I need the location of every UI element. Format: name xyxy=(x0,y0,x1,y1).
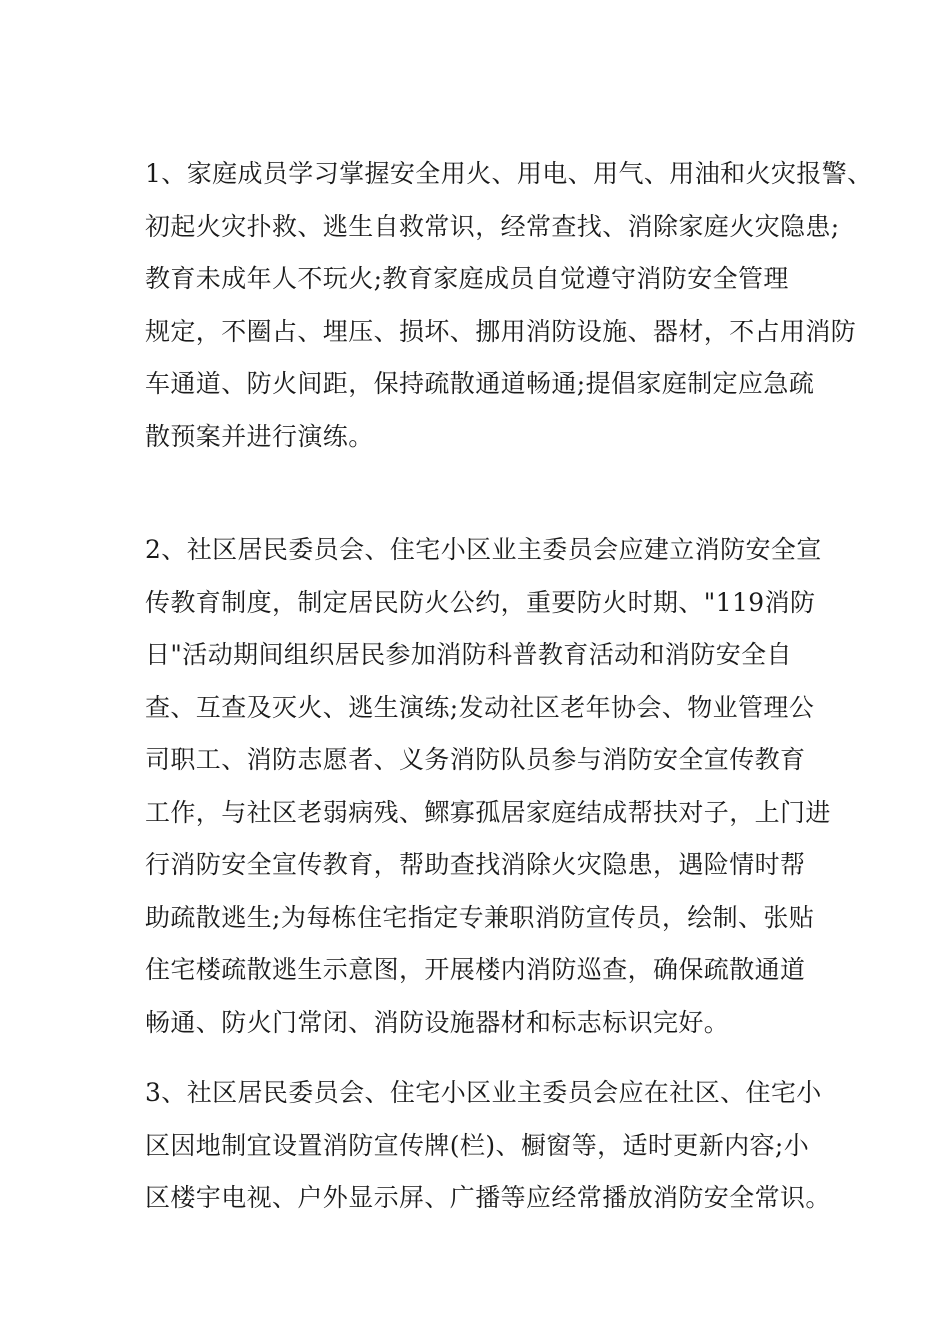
paragraph-1 xyxy=(145,148,873,463)
paragraph-line: 散预案并进行演练。 xyxy=(145,421,374,451)
paragraph-line: 3、社区居民委员会、住宅小区业主委员会应在社区、住宅小 xyxy=(145,1078,822,1107)
paragraph-line: 住宅楼疏散逃生示意图，开展楼内消防巡查，确保疏散通道 xyxy=(145,955,806,984)
paragraph-line: 传教育制度，制定居民防火公约，重要防火时期、"119消防 xyxy=(145,587,816,617)
paragraph-line: 1、家庭成员学习掌握安全用火、用电、用气、用油和火灾报警、 xyxy=(145,159,873,188)
paragraph-line: 区因地制宜设置消防宣传牌(栏)、橱窗等，适时更新内容;小 xyxy=(145,1130,810,1160)
paragraph-3 xyxy=(145,1067,831,1225)
paragraph-line: 助疏散逃生;为每栋住宅指定专兼职消防宣传员，绘制、张贴 xyxy=(145,902,815,932)
paragraph-line: 日"活动期间组织居民参加消防科普教育活动和消防安全自 xyxy=(145,640,792,669)
paragraph-line: 车通道、防火间距，保持疏散通道畅通;提倡家庭制定应急疏 xyxy=(145,369,815,398)
paragraph-line: 规定，不圈占、埋压、损坏、挪用消防设施、器材，不占用消防 xyxy=(145,316,857,346)
paragraph-line: 教育未成年人不玩火;教育家庭成员自觉遵守消防安全管理 xyxy=(145,264,789,293)
paragraph-line: 2、社区居民委员会、住宅小区业主委员会应建立消防安全宣 xyxy=(145,535,822,564)
paragraph-line: 行消防安全宣传教育，帮助查找消除火灾隐患，遇险情时帮 xyxy=(145,850,806,879)
paragraph-line: 区楼宇电视、户外显示屏、广播等应经常播放消防安全常识。 xyxy=(145,1183,831,1212)
paragraph-line: 初起火灾扑救、逃生自救常识，经常查找、消除家庭火灾隐患; xyxy=(145,211,840,241)
paragraph-line: 查、互查及灭火、逃生演练;发动社区老年协会、物业管理公 xyxy=(145,692,815,722)
paragraph-line: 畅通、防火门常闭、消防设施器材和标志标识完好。 xyxy=(145,1007,730,1037)
paragraph-line: 司职工、消防志愿者、义务消防队员参与消防安全宣传教育 xyxy=(145,745,806,774)
paragraph-line: 工作，与社区老弱病残、鳏寡孤居家庭结成帮扶对子，上门进 xyxy=(145,797,831,827)
paragraph-2 xyxy=(145,524,831,1049)
